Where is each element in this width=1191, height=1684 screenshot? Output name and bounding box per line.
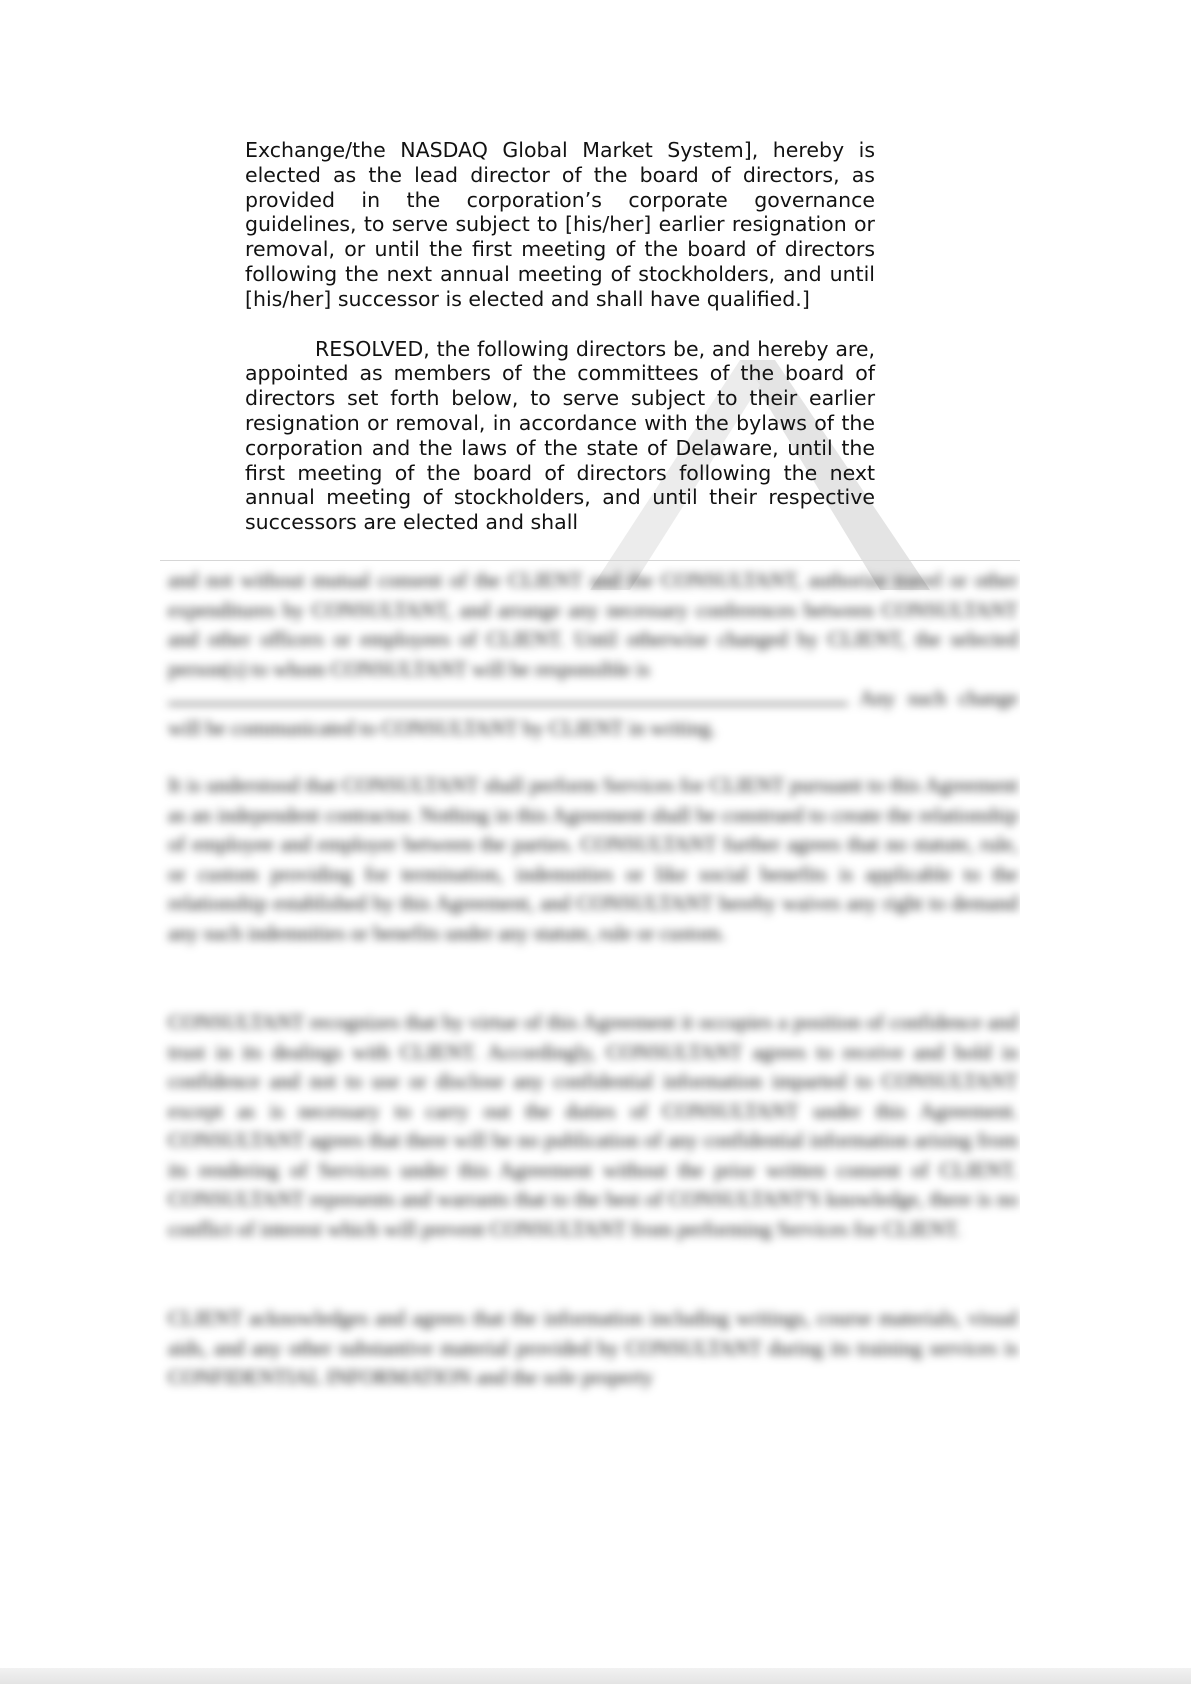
blurred-preview-region — [160, 562, 1020, 1512]
paragraph-resolved-committees: RESOLVED, the following directors be, and hereby are, appointed as members of the committees of the board of directors set forth below, to serve subject to their earlier resignation or removal, in accordance with the bylaws of the corporation and the laws of the state of Delaware, until the first meeting of the board of directors following the next annual meeting of stockholders, and until their respective successors are elected and shall — [245, 336, 875, 535]
blurred-paragraph-confidence: CONSULTANT recognizes that by virtue of this Agreement it occupies a position of confidence and trust in its dealings with CLIENT. Accordingly, CONSULTANT agrees to receive and hold in confidence and not to use or disclose any confidential information imparted to CONSULTANT except as is necessary to carry out the duties of CONSULTANT under this Agreement. CONSULTANT agrees that there will be no publication of any confidential information arising from its rendering of Services under this Agreement without the prior written consent of CLIENT. CONSULTANT represents and warrants that to the best of CONSULTANT'S knowledge, there is no conflict of interest which will prevent CONSULTANT from performing Services for CLIENT. — [168, 1010, 1018, 1241]
blurred-paragraph-client-acknowledges: CLIENT acknowledges and agrees that the information including writings, course materials, visual aids, and any other substantive material provided by CONSULTANT during its training services is CONFIDENTIAL INFORMATION and the sole property — [168, 1306, 1018, 1389]
blurred-sentence-change: Any such change will be communicated to CONSULTANT by CLIENT in writing. — [168, 686, 1018, 740]
blurred-paragraph-expenditures: and not without mutual consent of the CLIENT and the CONSULTANT, authorize travel or other expenditures by CONSULTANT, and arrange any necessary conferences between CONSULTANT and other officers or employees of CLIENT. Until otherwise changed by CLIENT, the selected person(s) to whom CONSULTANT will be responsible is Any such change will be communicated to CONSULTANT by CLIENT in writing. — [168, 568, 1018, 740]
blurred-paragraph-independent-contractor: It is understood that CONSULTANT shall perform Services for CLIENT pursuant to this Agreement as an independent contractor. Nothing in this Agreement shall be construed to create the relationship of employee and employer between the parties. CONSULTANT further agrees that no statute, rule, or custom providing for termination, indemnities or like social benefits is applicable to the relationship established by this Agreement, and CONSULTANT hereby waives any right to demand any such indemnities or benefits under any statute, rule or custom. — [168, 773, 1018, 945]
signature-blank-line — [168, 689, 848, 705]
preview-divider — [160, 560, 1020, 561]
visible-text-block — [245, 138, 875, 560]
blurred-text-block — [168, 566, 1018, 1421]
page-bottom-edge — [0, 1668, 1191, 1684]
paragraph-lead-director: Exchange/the NASDAQ Global Market System], hereby is elected as the lead director of the board of directors, as provided in the corporation’s corporate governance guidelines, to serve subject to [his/her] earlier resignation or removal, or until the first meeting of the board of directors following the next annual meeting of stockholders, and until [his/her] successor is elected and shall have qualified.] — [245, 138, 875, 311]
